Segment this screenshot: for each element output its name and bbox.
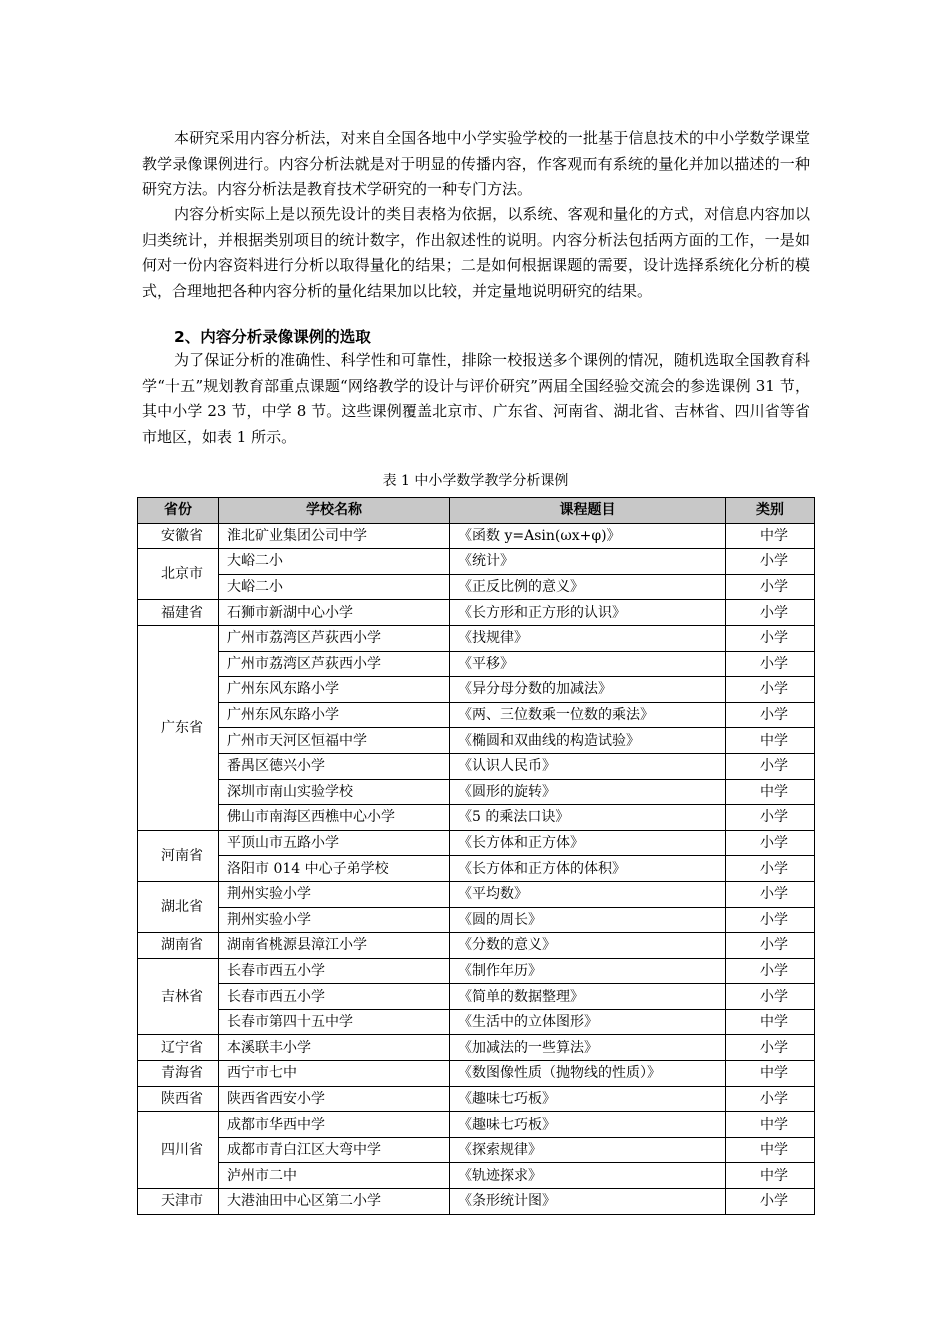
school-cell: 广州市荔湾区芦荻西小学 [219, 651, 450, 677]
paragraph-sample-selection: 为了保证分析的准确性、科学性和可靠性，排除一校报送多个课例的情况，随机选取全国教育科学“十五”规划教育部重点课题“网络教学的设计与评价研究”两届全国经验交流会的参选课例 31 节，其中小学 23 节，中学 8 节。这些课例覆盖北京市、广东省、河南省、湖北省、吉林省、四川省等省市地区，如表 1 所示。 [142, 351, 810, 446]
school-cell: 荆州实验小学 [219, 881, 450, 907]
category-cell: 小学 [726, 881, 815, 907]
table-row [138, 651, 815, 677]
table-body [138, 523, 815, 1214]
category-cell: 中学 [726, 1137, 815, 1163]
table-row [138, 958, 815, 984]
category-cell: 小学 [726, 830, 815, 856]
table-row [138, 549, 815, 575]
province-cell: 安徽省 [138, 523, 219, 549]
table-row [138, 1137, 815, 1163]
table-row [138, 881, 815, 907]
table-row [138, 830, 815, 856]
category-cell: 中学 [726, 1061, 815, 1087]
course-cell: 《探索规律》 [450, 1137, 726, 1163]
province-cell: 湖北省 [138, 881, 219, 932]
school-cell: 大峪二小 [219, 549, 450, 575]
table-row [138, 1189, 815, 1215]
school-cell: 本溪联丰小学 [219, 1035, 450, 1061]
table-row [138, 1009, 815, 1035]
school-cell: 洛阳市 014 中心子弟学校 [219, 856, 450, 882]
course-cell: 《椭圆和双曲线的构造试验》 [450, 728, 726, 754]
category-cell: 小学 [726, 753, 815, 779]
course-cell: 《找规律》 [450, 625, 726, 651]
course-cell: 《两、三位数乘一位数的乘法》 [450, 702, 726, 728]
category-cell: 小学 [726, 856, 815, 882]
table-row [138, 1112, 815, 1138]
school-cell: 长春市西五小学 [219, 984, 450, 1010]
province-cell: 北京市 [138, 549, 219, 600]
province-cell: 陕西省 [138, 1086, 219, 1112]
province-cell: 四川省 [138, 1112, 219, 1189]
course-cell: 《加减法的一些算法》 [450, 1035, 726, 1061]
school-cell: 广州东风东路小学 [219, 702, 450, 728]
table-row [138, 933, 815, 959]
category-cell: 小学 [726, 958, 815, 984]
course-cell: 《长方体和正方体的体积》 [450, 856, 726, 882]
table-row [138, 907, 815, 933]
category-cell: 小学 [726, 651, 815, 677]
category-cell: 小学 [726, 677, 815, 703]
province-cell: 广东省 [138, 625, 219, 830]
table-row [138, 1035, 815, 1061]
table-row [138, 1061, 815, 1087]
header-school: 学校名称 [219, 498, 450, 524]
course-cell: 《圆的周长》 [450, 907, 726, 933]
course-cell: 《统计》 [450, 549, 726, 575]
category-cell: 小学 [726, 702, 815, 728]
course-cell: 《制作年历》 [450, 958, 726, 984]
province-cell: 湖南省 [138, 933, 219, 959]
course-cell: 《平均数》 [450, 881, 726, 907]
table-row [138, 753, 815, 779]
course-cell: 《简单的数据整理》 [450, 984, 726, 1010]
category-cell: 小学 [726, 625, 815, 651]
category-cell: 中学 [726, 1163, 815, 1189]
school-cell: 广州市天河区恒福中学 [219, 728, 450, 754]
table-row [138, 984, 815, 1010]
table-row [138, 779, 815, 805]
category-cell: 小学 [726, 600, 815, 626]
school-cell: 大峪二小 [219, 574, 450, 600]
school-cell: 广州东风东路小学 [219, 677, 450, 703]
school-cell: 番禺区德兴小学 [219, 753, 450, 779]
table-row [138, 523, 815, 549]
table-row [138, 625, 815, 651]
category-cell: 小学 [726, 907, 815, 933]
paragraph-method-intro: 本研究采用内容分析法，对来自全国各地中小学实验学校的一批基于信息技术的中小学数学课堂教学录像课例进行。内容分析法就是对于明显的传播内容，作客观而有系统的量化并加以描述的一种研究方法。内容分析法是教育技术学研究的一种专门方法。 [142, 129, 810, 198]
school-cell: 大港油田中心区第二小学 [219, 1189, 450, 1215]
province-cell: 青海省 [138, 1061, 219, 1087]
course-cell: 《条形统计图》 [450, 1189, 726, 1215]
course-cell: 《正反比例的意义》 [450, 574, 726, 600]
province-cell: 辽宁省 [138, 1035, 219, 1061]
course-cell: 《长方形和正方形的认识》 [450, 600, 726, 626]
course-cell: 《趣味七巧板》 [450, 1086, 726, 1112]
table-row [138, 1086, 815, 1112]
school-cell: 佛山市南海区西樵中心小学 [219, 805, 450, 831]
table-row [138, 702, 815, 728]
category-cell: 小学 [726, 574, 815, 600]
province-cell: 天津市 [138, 1189, 219, 1215]
category-cell: 中学 [726, 728, 815, 754]
category-cell: 中学 [726, 523, 815, 549]
category-cell: 中学 [726, 1009, 815, 1035]
course-cell: 《函数 y=Asin(ωx+φ)》 [450, 523, 726, 549]
school-cell: 荆州实验小学 [219, 907, 450, 933]
school-cell: 平顶山市五路小学 [219, 830, 450, 856]
table-row [138, 574, 815, 600]
school-cell: 成都市华西中学 [219, 1112, 450, 1138]
table-row [138, 677, 815, 703]
header-course: 课程题目 [450, 498, 726, 524]
school-cell: 石狮市新湖中心小学 [219, 600, 450, 626]
course-cell: 《平移》 [450, 651, 726, 677]
province-cell: 河南省 [138, 830, 219, 881]
category-cell: 小学 [726, 549, 815, 575]
table-row [138, 600, 815, 626]
table-row [138, 805, 815, 831]
course-cell: 《趣味七巧板》 [450, 1112, 726, 1138]
school-cell: 陕西省西安小学 [219, 1086, 450, 1112]
course-cell: 《轨迹探求》 [450, 1163, 726, 1189]
school-cell: 深圳市南山实验学校 [219, 779, 450, 805]
school-cell: 淮北矿业集团公司中学 [219, 523, 450, 549]
course-cell: 《数图像性质（抛物线的性质）》 [450, 1061, 726, 1087]
course-cell: 《分数的意义》 [450, 933, 726, 959]
course-cell: 《认识人民币》 [450, 753, 726, 779]
category-cell: 中学 [726, 779, 815, 805]
course-table [137, 497, 815, 1215]
table-row [138, 728, 815, 754]
table-caption: 表 1 中小学数学教学分析课例 [382, 473, 569, 489]
header-province: 省份 [138, 498, 219, 524]
school-cell: 广州市荔湾区芦荻西小学 [219, 625, 450, 651]
category-cell: 中学 [726, 1112, 815, 1138]
category-cell: 小学 [726, 1189, 815, 1215]
course-cell: 《5 的乘法口诀》 [450, 805, 726, 831]
course-cell: 《异分母分数的加减法》 [450, 677, 726, 703]
school-cell: 长春市第四十五中学 [219, 1009, 450, 1035]
province-cell: 福建省 [138, 600, 219, 626]
school-cell: 泸州市二中 [219, 1163, 450, 1189]
category-cell: 小学 [726, 1035, 815, 1061]
course-cell: 《圆形的旋转》 [450, 779, 726, 805]
paragraph-method-detail: 内容分析实际上是以预先设计的类目表格为依据，以系统、客观和量化的方式，对信息内容加以归类统计，并根据类别项目的统计数字，作出叙述性的说明。内容分析法包括两方面的工作，一是如何对一份内容资料进行分析以取得量化的结果；二是如何根据课题的需要，设计选择系统化分析的模式，合理地把各种内容分析的量化结果加以比较，并定量地说明研究的结果。 [142, 205, 810, 300]
school-cell: 湖南省桃源县漳江小学 [219, 933, 450, 959]
school-cell: 长春市西五小学 [219, 958, 450, 984]
category-cell: 小学 [726, 984, 815, 1010]
table-row [138, 1163, 815, 1189]
table-row [138, 856, 815, 882]
school-cell: 成都市青白江区大弯中学 [219, 1137, 450, 1163]
school-cell: 西宁市七中 [219, 1061, 450, 1087]
course-cell: 《生活中的立体图形》 [450, 1009, 726, 1035]
province-cell: 吉林省 [138, 958, 219, 1035]
table-header-row [138, 498, 815, 524]
category-cell: 小学 [726, 1086, 815, 1112]
category-cell: 小学 [726, 933, 815, 959]
section-heading: 2、内容分析录像课例的选取 [174, 328, 371, 346]
course-cell: 《长方体和正方体》 [450, 830, 726, 856]
header-category: 类别 [726, 498, 815, 524]
category-cell: 小学 [726, 805, 815, 831]
